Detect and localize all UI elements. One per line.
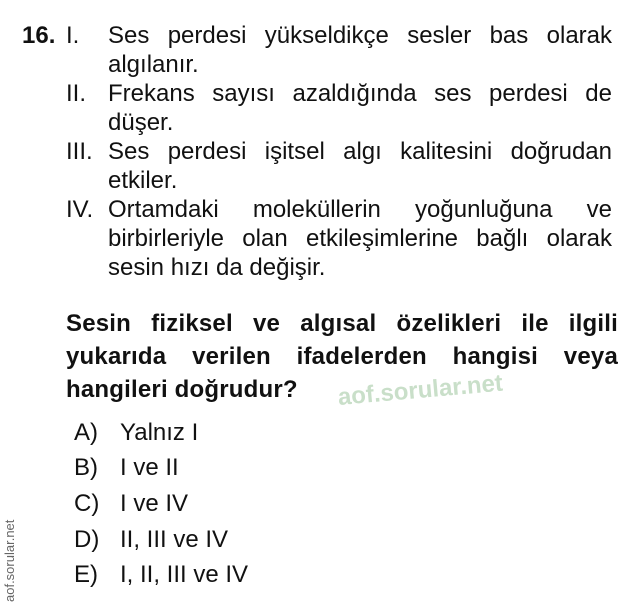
option-text: I ve IV	[120, 490, 189, 517]
watermark-side: aof.sorular.net	[2, 519, 17, 602]
statement-text: Ses perdesi işitsel algı kalitesini doğrudan etkiler.	[108, 138, 612, 194]
statement-text: Ortamdaki moleküllerin yoğunluğuna ve birbirleriyle olan etkileşimlerine bağlı olarak sesin hızı da değişir.	[108, 196, 612, 281]
option-text: I, II, III ve IV	[120, 561, 249, 588]
option-d[interactable]	[74, 525, 228, 555]
statement-2	[66, 79, 612, 137]
statement-number: II.	[66, 80, 87, 107]
statement-number: I.	[66, 22, 80, 49]
statement-3	[66, 137, 612, 195]
option-label: A)	[74, 419, 98, 446]
statement-text: Frekans sayısı azaldığında ses perdesi de düşer.	[108, 80, 612, 136]
watermark-center: aof.sorular.net	[336, 369, 504, 411]
option-text: Yalnız I	[120, 419, 199, 446]
statement-number: III.	[66, 138, 93, 165]
option-c[interactable]	[74, 489, 188, 519]
option-label: E)	[74, 561, 98, 588]
statement-4	[66, 195, 612, 282]
option-label: B)	[74, 454, 98, 481]
option-e[interactable]	[74, 560, 248, 590]
question-number: 16.	[22, 22, 56, 49]
option-a[interactable]	[74, 418, 198, 448]
statement-number: IV.	[66, 196, 94, 223]
option-label: C)	[74, 490, 100, 517]
statement-text: Ses perdesi yükseldikçe sesler bas olarak algılanır.	[108, 22, 612, 78]
option-text: II, III ve IV	[120, 526, 229, 553]
option-label: D)	[74, 526, 100, 553]
statement-1	[66, 21, 612, 79]
option-b[interactable]	[74, 453, 179, 483]
option-text: I ve II	[120, 454, 179, 481]
question-stem: Sesin fiziksel ve algısal özelikleri ile ilgili yukarıda verilen ifadelerden hangisi veya hangileri doğrudur?	[66, 310, 618, 403]
